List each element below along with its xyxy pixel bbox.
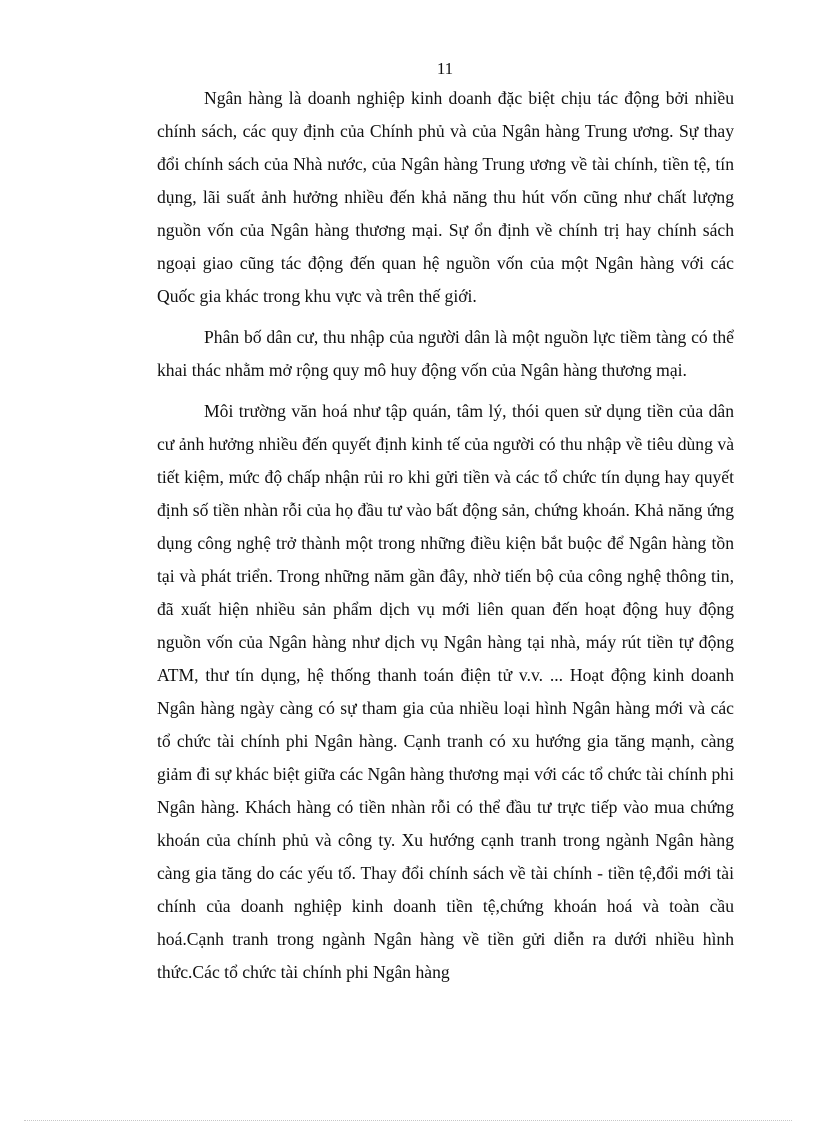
page-bottom-divider	[24, 1120, 792, 1121]
paragraph-policy-impact: Ngân hàng là doanh nghiệp kinh doanh đặc biệt chịu tác động bởi nhiều chính sách, các quy định của Chính phủ và của Ngân hàng Trung ương. Sự thay đổi chính sách của Nhà nước, của Ngân hàng Trung ương về tài chính, tiền tệ, tín dụng, lãi suất ảnh hưởng nhiều đến khả năng thu hút vốn cũng như chất lượng nguồn vốn của Ngân hàng thương mại. Sự ổn định về chính trị hay chính sách ngoại giao cũng tác động đến quan hệ nguồn vốn của một Ngân hàng với các Quốc gia khác trong khu vực và trên thế giới.	[157, 88, 734, 306]
paragraph-population-income: Phân bố dân cư, thu nhập của người dân là một nguồn lực tiềm tàng có thể khai thác nhằm mở rộng quy mô huy động vốn của Ngân hàng thương mại.	[157, 327, 734, 380]
paragraph-culture-technology-competition: Môi trường văn hoá như tập quán, tâm lý, thói quen sử dụng tiền của dân cư ảnh hưởng nhiều đến quyết định kinh tế của người có thu nhập về tiêu dùng và tiết kiệm, mức độ chấp nhận rủi ro khi gửi tiền và các tổ chức tín dụng hay quyết định số tiền nhàn rỗi của họ đầu tư vào bất động sản, chứng khoán. Khả năng ứng dụng công nghệ trở thành một trong những điều kiện bắt buộc để Ngân hàng tồn tại và phát triển. Trong những năm gần đây, nhờ tiến bộ của công nghệ thông tin, đã xuất hiện nhiều sản phẩm dịch vụ mới liên quan đến hoạt động huy động nguồn vốn của Ngân hàng như dịch vụ Ngân hàng tại nhà, máy rút tiền tự động ATM, thư tín dụng, hệ thống thanh toán điện tử v.v. ... Hoạt động kinh doanh Ngân hàng ngày càng có sự tham gia của nhiều loại hình Ngân hàng mới và các tổ chức tài chính phi Ngân hàng. Cạnh tranh có xu hướng gia tăng mạnh, càng giảm đi sự khác biệt giữa các Ngân hàng thương mại với các tổ chức tài chính phi Ngân hàng. Khách hàng có tiền nhàn rỗi có thể đầu tư trực tiếp vào mua chứng khoán của chính phủ và công ty. Xu hướng cạnh tranh trong ngành Ngân hàng càng gia tăng do các yếu tố. Thay đổi chính sách về tài chính - tiền tệ,đổi mới tài chính của doanh nghiệp kinh doanh tiền tệ,chứng khoán hoá và toàn cầu hoá.Cạnh tranh trong ngành Ngân hàng về tiền gửi diễn ra dưới nhiều hình thức.Các tổ chức tài chính phi Ngân hàng	[157, 401, 734, 982]
document-body	[157, 82, 734, 989]
page-number: 11	[436, 59, 454, 78]
